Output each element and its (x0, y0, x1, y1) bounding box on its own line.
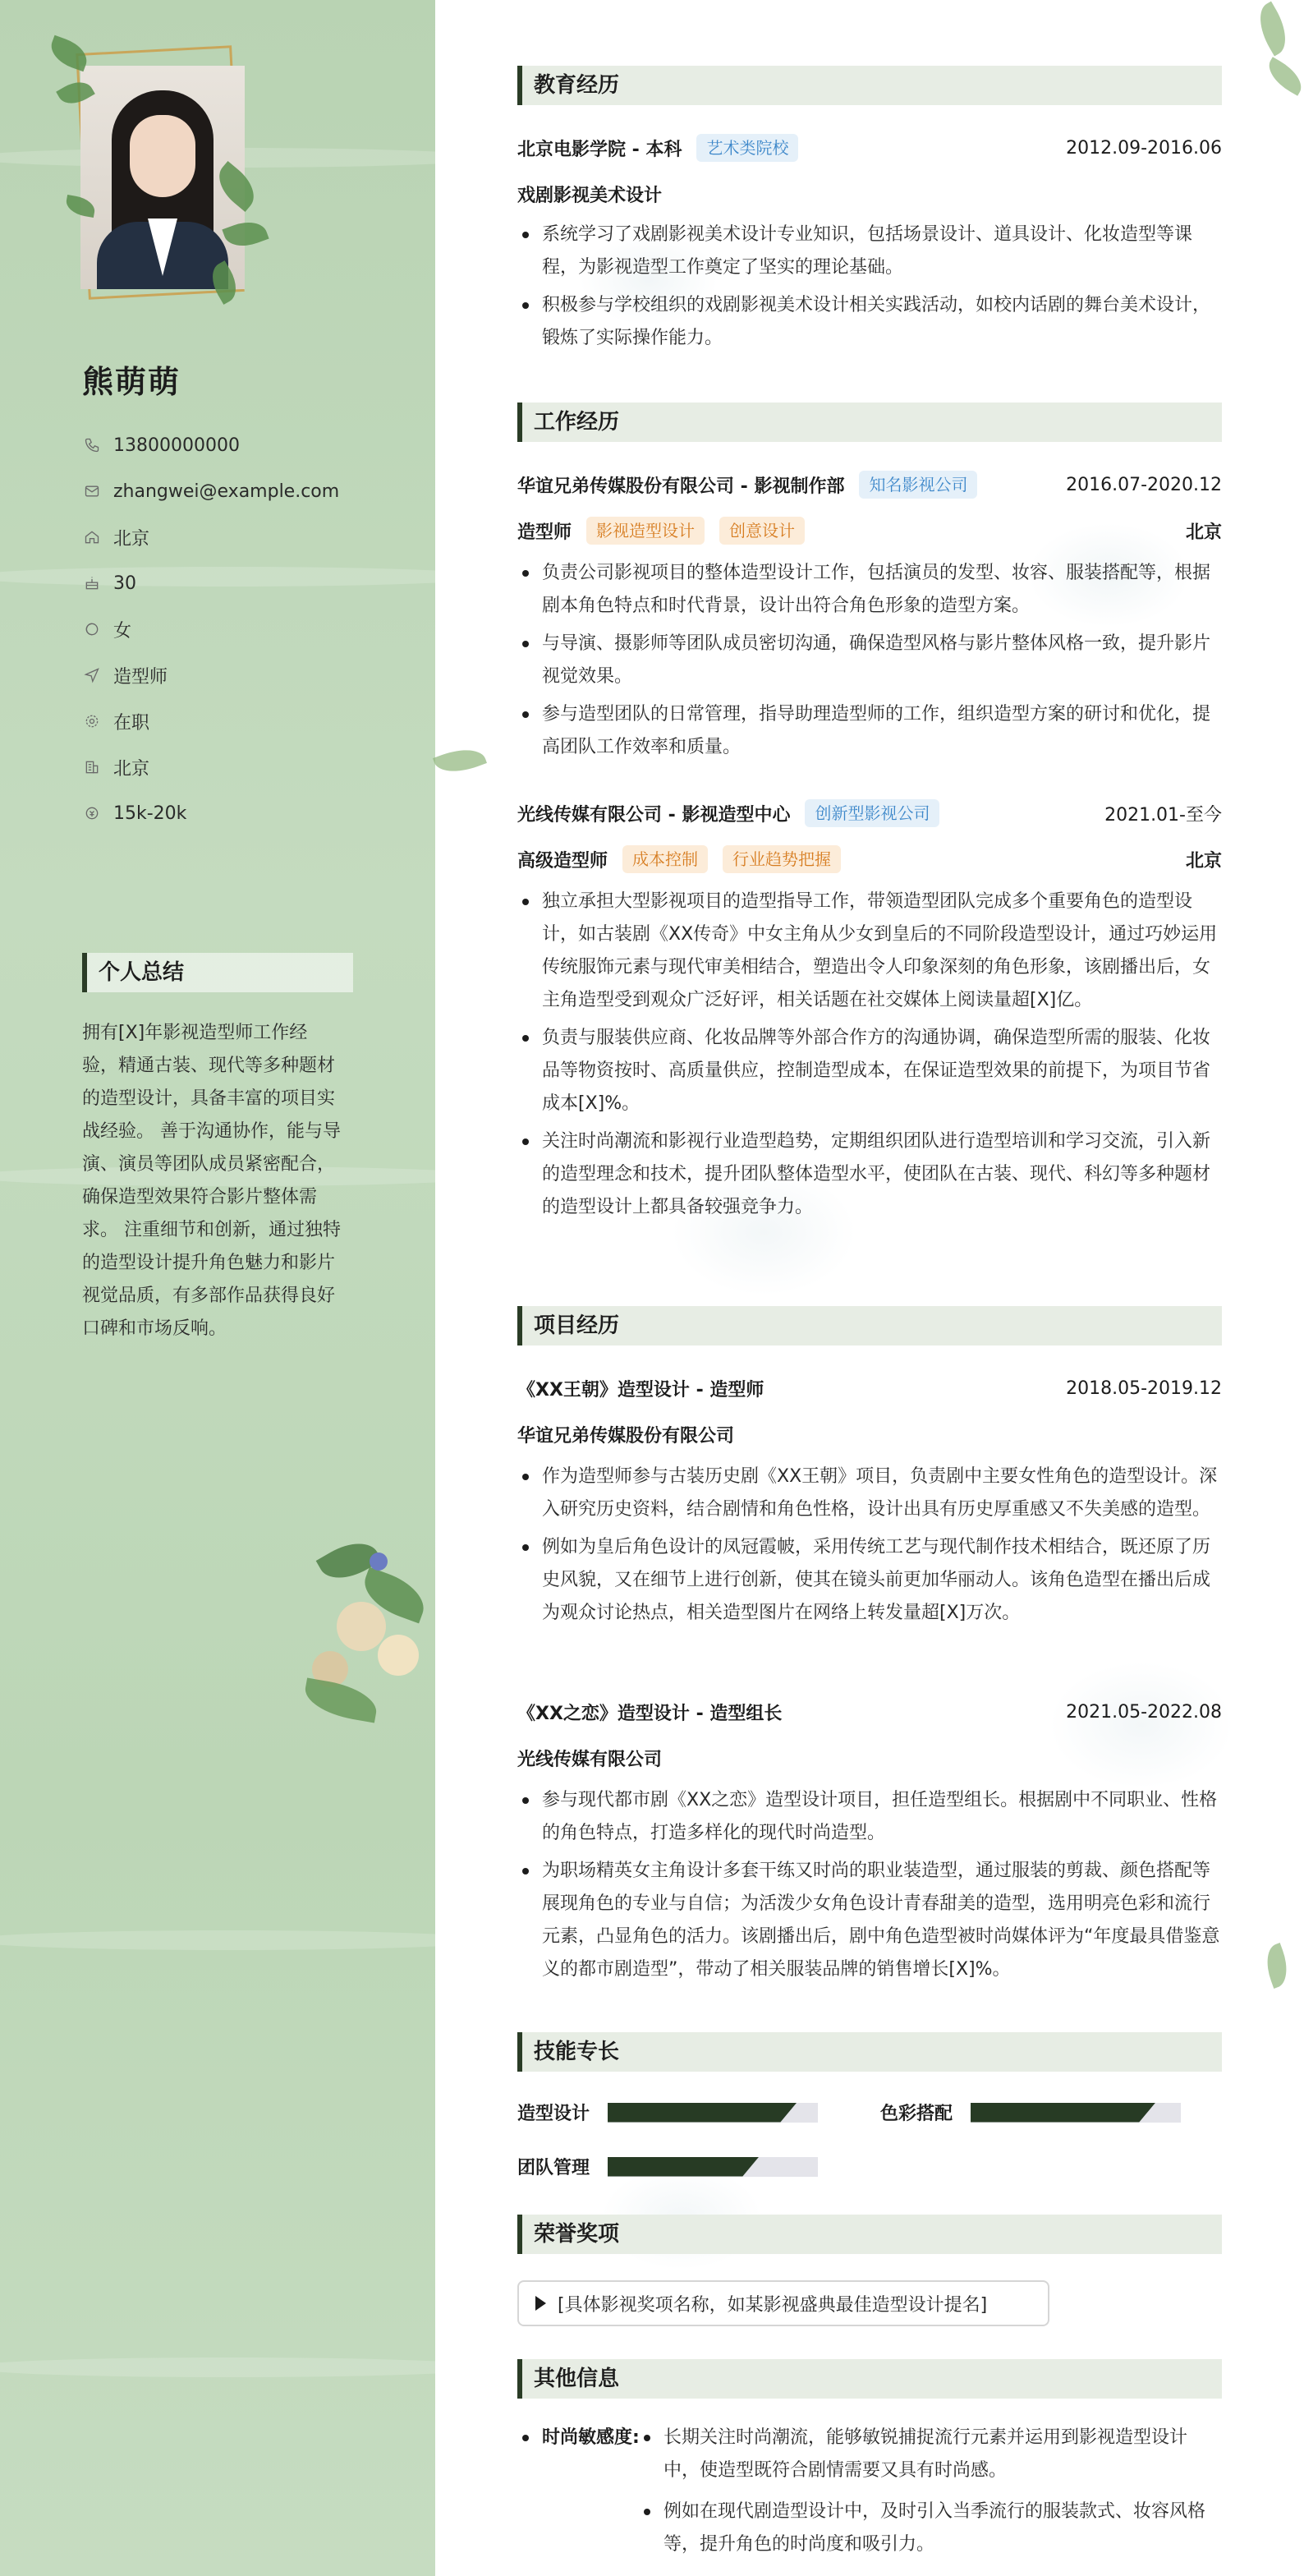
info-email (82, 468, 339, 514)
education-bullets (517, 218, 1222, 360)
summary-heading: 个人总结 (82, 953, 353, 992)
skill-item (880, 2100, 1181, 2125)
project-1-company-row (517, 1418, 1222, 1451)
work-heading: 工作经历 (517, 402, 1222, 442)
project-2-company-row (517, 1741, 1222, 1774)
location-value: 北京 (113, 528, 150, 550)
info-salary (82, 790, 339, 836)
gender-value: 女 (113, 620, 132, 642)
job-1-title-row (517, 514, 1222, 547)
flower-decoration (287, 1528, 435, 1725)
education-row (517, 131, 1222, 164)
project-1-name: 《XX王朝》造型设计 - 造型师 (517, 1379, 764, 1401)
cake-icon (82, 573, 102, 593)
project-2-company: 光线传媒有限公司 (517, 1749, 663, 1770)
job-1-company: 华谊兄弟传媒股份有限公司 - 影视制作部 (517, 476, 845, 497)
job-2-skill-tag: 成本控制 (622, 845, 708, 873)
job-2-skill-tag: 行业趋势把握 (723, 845, 841, 873)
leaf-icon (46, 35, 91, 72)
skill-name: 色彩搭配 (880, 2104, 953, 2124)
job-1-title: 造型师 (517, 522, 572, 543)
background-streak (0, 1930, 435, 1950)
money-icon (82, 803, 102, 823)
job-1-city: 北京 (1185, 522, 1222, 543)
project-1-row (517, 1372, 1222, 1405)
job-2-date: 2021.01-至今 (1104, 804, 1222, 826)
other-label: 时尚敏感度: (542, 2422, 640, 2454)
job-1-skill-tag: 影视造型设计 (586, 517, 705, 545)
list-item: 系统学习了戏剧影视美术设计专业知识，包括场景设计、道具设计、化妆造型等课程，为影视造型工作奠定了坚实的理论基础。 (517, 218, 1222, 284)
project-1-bullets (517, 1460, 1222, 1635)
skill-bar-fill (971, 2103, 1155, 2123)
list-item: 负责与服装供应商、化妆品牌等外部合作方的沟通协调，确保造型所需的服装、化妆品等物资按时、高质量供应，控制造型成本，在保证造型效果的前提下，为项目节省成本[X]%。 (517, 1022, 1222, 1120)
mail-icon (82, 481, 102, 501)
leaf-icon (1260, 1943, 1294, 1989)
gear-icon (82, 711, 102, 731)
job-2-city: 北京 (1185, 850, 1222, 872)
send-icon (82, 665, 102, 685)
play-triangle-icon (535, 2296, 546, 2311)
target-city-value: 北京 (113, 758, 150, 780)
contact-info (82, 422, 339, 836)
job-2-bullets (517, 886, 1222, 1229)
info-gender (82, 606, 339, 652)
skill-bar (608, 2103, 818, 2123)
building-icon (82, 757, 102, 777)
award-item[interactable] (517, 2280, 1049, 2326)
job-1-skill-tag: 创意设计 (719, 517, 805, 545)
list-item: 作为造型师参与古装历史剧《XX王朝》项目，负责剧中主要女性角色的造型设计。深入研究历史资料，结合剧情和角色性格，设计出具有历史厚重感又不失美感的造型。 (517, 1460, 1222, 1526)
sidebar (0, 0, 435, 2576)
list-item: 长期关注时尚潮流，能够敏锐捕捉流行元素并运用到影视造型设计中，使造型既符合剧情需要又具有时尚感。 (639, 2422, 1222, 2487)
major-name: 戏剧影视美术设计 (517, 185, 663, 206)
project-2-date: 2021.05-2022.08 (1066, 1701, 1222, 1723)
list-item: 例如在现代剧造型设计中，及时引入当季流行的服装款式、妆容风格等，提升角色的时尚度和吸引力。 (639, 2496, 1222, 2561)
other-bullets (639, 2422, 1222, 2569)
salary-value: 15k-20k (113, 803, 187, 824)
job-1-date: 2016.07-2020.12 (1066, 474, 1222, 495)
education-date: 2012.09-2016.06 (1066, 137, 1222, 159)
skill-item (517, 2100, 818, 2125)
school-name: 北京电影学院 - 本科 (517, 139, 682, 160)
job-1-bullets (517, 557, 1222, 769)
summary-text: 拥有[X]年影视造型师工作经验，精通古装、现代等多种题材的造型设计，具备丰富的项目实战经验。 善于沟通协作，能与导演、演员等团队成员紧密配合，确保造型效果符合影片整体需求。 注重细节和创新，通过独特的造型设计提升角色魅力和影片视觉品质，有多部作品获得良好口碑和市场反响。 (82, 1023, 341, 1339)
projects-heading: 项目经历 (517, 1306, 1222, 1346)
phone-icon (82, 435, 102, 455)
leaf-icon (1262, 57, 1304, 96)
honors-heading: 荣誉奖项 (517, 2215, 1222, 2254)
job-2-title: 高级造型师 (517, 850, 608, 872)
job-2-company-tag: 创新型影视公司 (805, 799, 939, 827)
job-2-row (517, 797, 1222, 830)
skill-name: 造型设计 (517, 2104, 590, 2124)
project-1-company: 华谊兄弟传媒股份有限公司 (517, 1425, 735, 1447)
other-heading: 其他信息 (517, 2359, 1222, 2399)
age-value: 30 (113, 573, 136, 594)
info-position (82, 652, 339, 698)
project-1-date: 2018.05-2019.12 (1066, 1378, 1222, 1399)
candidate-name: 熊萌萌 (82, 364, 181, 400)
email-value: zhangwei@example.com (113, 481, 340, 502)
position-value: 造型师 (113, 666, 168, 688)
list-item: 为职场精英女主角设计多套干练又时尚的职业装造型，通过服装的剪裁、颜色搭配等展现角色的专业与自信；为活泼少女角色设计青春甜美的造型，选用明亮色彩和流行元素，凸显角色的活力。该剧播出后，剧中角色造型被时尚媒体评为“年度最具借鉴意义的都市剧造型”，带动了相关服装品牌的销售增长[X]%。 (517, 1855, 1222, 1986)
main-content (435, 0, 1304, 2576)
job-2-title-row (517, 843, 1222, 876)
list-item: 例如为皇后角色设计的凤冠霞帔，采用传统工艺与现代制作技术相结合，既还原了历史风貌，又在细节上进行创新，使其在镜头前更加华丽动人。该角色造型在播出后成为观众讨论热点，相关造型图片在网络上转发量超[X]万次。 (517, 1531, 1222, 1630)
info-phone (82, 422, 339, 468)
project-2-name: 《XX之恋》造型设计 - 造型组长 (517, 1703, 783, 1724)
list-item: 参与造型团队的日常管理，指导助理造型师的工作，组织造型方案的研讨和优化，提高团队工作效率和质量。 (517, 698, 1222, 764)
background-streak (0, 2358, 435, 2377)
project-2-row (517, 1695, 1222, 1728)
skill-bar-fill (608, 2103, 797, 2123)
leaf-icon (1250, 2, 1296, 57)
project-2-bullets (517, 1784, 1222, 1991)
skills-heading: 技能专长 (517, 2032, 1222, 2072)
skill-item (517, 2154, 818, 2179)
education-major-row (517, 177, 1222, 210)
phone-value: 13800000000 (113, 435, 240, 456)
list-item: 与导演、摄影师等团队成员密切沟通，确保造型风格与影片整体风格一致，提升影片视觉效果。 (517, 628, 1222, 693)
list-item: 关注时尚潮流和影视行业造型趋势，定期组织团队进行造型培训和学习交流，引入新的造型理念和技术，提升团队整体造型水平，使团队在古装、现代、科幻等多种题材的造型设计上都具备较强竞争力。 (517, 1125, 1222, 1224)
skill-bar (608, 2157, 818, 2177)
education-heading: 教育经历 (517, 66, 1222, 105)
list-item: 独立承担大型影视项目的造型指导工作，带领造型团队完成多个重要角色的造型设计，如古装剧《XX传奇》中女主角从少女到皇后的不同阶段造型设计，通过巧妙运用传统服饰元素与现代审美相结合，塑造出令人印象深刻的角色形象，该剧播出后，女主角造型受到观众广泛好评，相关话题在社交媒体上阅读量超[X]亿。 (517, 886, 1222, 1017)
school-tag: 艺术类院校 (696, 134, 798, 162)
job-2-company: 光线传媒有限公司 - 影视造型中心 (517, 804, 791, 826)
list-item: 负责公司影视项目的整体造型设计工作，包括演员的发型、妆容、服装搭配等，根据剧本角色特点和时代背景，设计出符合角色形象的造型方案。 (517, 557, 1222, 623)
info-location (82, 514, 339, 560)
job-1-company-tag: 知名影视公司 (859, 471, 977, 499)
info-age (82, 560, 339, 606)
list-item: 积极参与学校组织的戏剧影视美术设计相关实践活动，如校内话剧的舞台美术设计，锻炼了实际操作能力。 (517, 289, 1222, 355)
info-target-city (82, 744, 339, 790)
list-item: 参与现代都市剧《XX之恋》造型设计项目，担任造型组长。根据剧中不同职业、性格的角色特点，打造多样化的现代时尚造型。 (517, 1784, 1222, 1850)
skill-name: 团队管理 (517, 2158, 590, 2178)
avatar (49, 33, 263, 320)
gender-icon (82, 619, 102, 639)
award-text: [具体影视奖项名称，如某影视盛典最佳造型设计提名] (558, 2294, 988, 2316)
info-status (82, 698, 339, 744)
skill-bar (971, 2103, 1181, 2123)
job-1-row (517, 468, 1222, 501)
leaf-icon (433, 742, 487, 780)
status-value: 在职 (113, 712, 150, 734)
skill-bar-fill (608, 2157, 759, 2177)
home-icon (82, 527, 102, 547)
